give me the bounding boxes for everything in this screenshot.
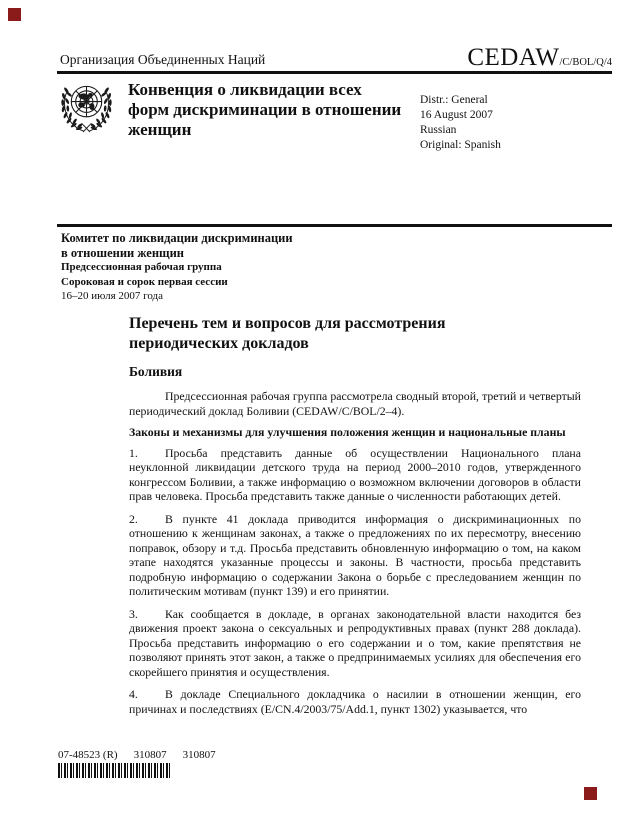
document-title: Перечень тем и вопросов для рассмотрения периодических докладов xyxy=(129,315,446,352)
numbered-paragraph xyxy=(129,687,581,716)
corner-marker-bottom-right xyxy=(584,787,597,800)
paragraph-number: 4. xyxy=(129,687,138,701)
un-organization-name: Организация Объединенных Наций xyxy=(60,52,266,67)
barcode xyxy=(58,763,170,778)
country-heading: Боливия xyxy=(129,364,183,379)
footer-code-b: 310807 xyxy=(182,749,216,761)
distr-line: Distr.: General xyxy=(420,94,488,106)
footer-code-a: 310807 xyxy=(133,749,167,761)
session-dates-line: 16–20 июля 2007 года xyxy=(61,290,164,302)
committee-name-line2: в отношении женщин xyxy=(61,245,184,260)
section-heading: Законы и механизмы для улучшения положения женщин и национальные планы xyxy=(129,425,566,439)
distribution-block xyxy=(420,93,501,153)
numbered-paragraph xyxy=(129,512,581,599)
committee-name-line1: Комитет по ликвидации дискриминации xyxy=(61,231,293,245)
paragraph-number: 2. xyxy=(129,511,138,526)
un-emblem-icon xyxy=(57,79,116,139)
document-symbol-main: CEDAW xyxy=(467,44,560,71)
sessions-line: Сороковая и сорок первая сессии xyxy=(61,275,228,288)
original-language-line: Original: Spanish xyxy=(420,139,501,151)
language-line: Russian xyxy=(420,124,457,136)
paragraph-text: Как сообщается в докладе, в органах законодательной власти находится без движения проект закона о сексуальных и репродуктивных правах (пункт 288 доклада). Просьба представить информацию о его содержании и о том, какие препятствия не позволяют принять этот закон, а также о предпринимаемых усилиях для обеспечения его скорейшего принятия и осуществления. xyxy=(129,606,581,679)
paragraph-number: 3. xyxy=(129,606,138,621)
paragraph-text: В докладе Специального докладчика о насилии в отношении женщин, его причинах и последствиях (E/CN.4/2003/75/Add.1, пункт 1302) указывается, что xyxy=(129,687,581,716)
numbered-paragraph xyxy=(129,446,581,504)
masthead-rule-bottom xyxy=(57,224,612,227)
paragraph-text: В пункте 41 доклада приводится информация о дискриминационных по отношению к женщинам законах, а также о предложениях по их пересмотру, внесению поправок, обзору и т.д. Просьба представить обновленную информацию о том, на каком этапе находятся указанные процессы и законы. В частности, просьба представить подробную информацию о содержании Закона о борьбе с преследованием женщин по политическим мотивам (пункт 139) и его принятии. xyxy=(129,511,581,598)
paragraph-number: 1. xyxy=(129,445,138,460)
masthead-rule-top xyxy=(57,71,612,74)
intro-paragraph: Предсессионная рабочая группа рассмотрела сводный второй, третий и четвертый периодический доклад Боливии (CEDAW/C/BOL/2–4). xyxy=(129,389,581,418)
corner-marker-top-left xyxy=(8,8,21,21)
main-content xyxy=(129,314,581,724)
document-symbol xyxy=(467,44,612,72)
convention-title: Конвенция о ликвидации всех форм дискриминации в отношении женщин xyxy=(128,80,402,139)
footer-job-line xyxy=(58,749,216,761)
date-line: 16 August 2007 xyxy=(420,109,493,121)
job-number: 07-48523 (R) xyxy=(58,749,118,761)
paragraph-text: Просьба представить данные об осуществлении Национального плана неуклонной ликвидации детского труда на период 2000–2010 годов, утвержденного конгрессом Боливии, а также информацию о возможном включении договоров в области прав человека. Просьба представить также данные о численности работающих детей. xyxy=(129,445,581,503)
numbered-paragraph xyxy=(129,607,581,680)
session-block xyxy=(61,231,293,304)
document-symbol-suffix: /C/BOL/Q/4 xyxy=(559,57,612,68)
working-group-line: Предсессионная рабочая группа xyxy=(61,261,222,273)
